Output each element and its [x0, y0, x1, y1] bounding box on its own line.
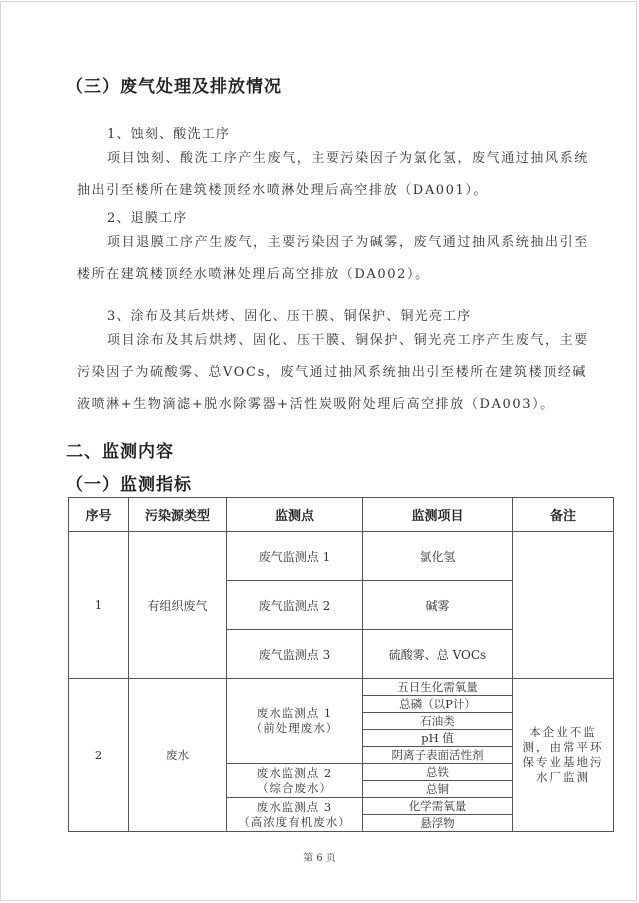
- water-no: 2: [69, 679, 129, 832]
- water-point-name: 废水监测点 3: [256, 799, 333, 814]
- water-item: 阴离子表面活性剂: [363, 747, 513, 764]
- gas-item: 氯化氢: [363, 532, 513, 581]
- water-type: 废水: [129, 679, 227, 832]
- water-item: 总铁: [363, 764, 513, 781]
- monitoring-table: [68, 497, 614, 832]
- water-note: 本企业不监测，由常平环保专业基地污水厂监测: [513, 679, 614, 832]
- water-point-name: 废水监测点 1: [256, 706, 333, 720]
- table-header-row: [69, 498, 614, 532]
- water-item: 悬浮物: [363, 815, 513, 832]
- water-point-3: [227, 798, 363, 832]
- subheading-coating: 3、涂布及其后烘烤、固化、压干膜、铜保护、铜光亮工序: [107, 309, 472, 324]
- header-monitor-item: 监测项目: [363, 498, 513, 532]
- paragraph-etching: 项目蚀刻、酸洗工序产生废气，主要污染因子为氯化氢，废气通过抽风系统抽出引至楼所在建筑楼顶经水喷淋处理后高空排放（DA001）。: [77, 151, 589, 198]
- header-note: 备注: [513, 498, 614, 532]
- water-point-sub: （综合废水）: [257, 780, 332, 795]
- gas-item: 碱雾: [363, 581, 513, 630]
- gas-note: [513, 532, 614, 679]
- water-item: 总铜: [363, 781, 513, 798]
- water-item: 化学需氧量: [363, 798, 513, 815]
- water-point-sub: （高浓度有机废水）: [238, 814, 351, 829]
- table-row: [69, 532, 614, 581]
- water-point-1: [227, 679, 363, 764]
- water-item: 总磷（以P计）: [363, 696, 513, 713]
- gas-point: 废气监测点 3: [227, 630, 363, 679]
- subheading-stripping: 2、退膜工序: [107, 211, 188, 226]
- gas-point: 废气监测点 2: [227, 581, 363, 630]
- gas-point: 废气监测点 1: [227, 532, 363, 581]
- gas-item: 硫酸雾、总 VOCs: [363, 630, 513, 679]
- paragraph-coating: 项目涂布及其后烘烤、固化、压干膜、铜保护、铜光亮工序产生废气，主要污染因子为硫酸雾、总VOCs，废气通过抽风系统抽出引至楼所在建筑楼顶经碱液喷淋+生物滴滤+脱水除雾器+活性炭吸附处理后高空排放（DA003）。: [77, 333, 589, 412]
- header-no: 序号: [69, 498, 129, 532]
- subheading-etching: 1、蚀刻、酸洗工序: [107, 127, 231, 142]
- section-title-monitoring: 二、监测内容: [66, 442, 174, 462]
- table-row: [69, 679, 614, 696]
- paragraph-stripping: 项目退膜工序产生废气，主要污染因子为碱雾，废气通过抽风系统抽出引至楼所在建筑楼顶经水喷淋处理后高空排放（DA002）。: [77, 235, 589, 282]
- gas-no: 1: [69, 532, 129, 679]
- water-item: 五日生化需氧量: [363, 679, 513, 696]
- water-point-2: [227, 764, 363, 798]
- section-title-waste-gas: （三）废气处理及排放情况: [66, 77, 282, 97]
- gas-type: 有组织废气: [129, 532, 227, 679]
- water-point-name: 废水监测点 2: [256, 765, 333, 780]
- header-source-type: 污染源类型: [129, 498, 227, 532]
- header-monitor-point: 监测点: [227, 498, 363, 532]
- water-item: 石油类: [363, 713, 513, 730]
- subsection-title-indicators: （一）监测指标: [66, 475, 192, 495]
- water-point-sub: （前处理废水）: [250, 721, 339, 735]
- water-item: pH 值: [363, 730, 513, 747]
- page-number: 第 6 页: [303, 853, 336, 864]
